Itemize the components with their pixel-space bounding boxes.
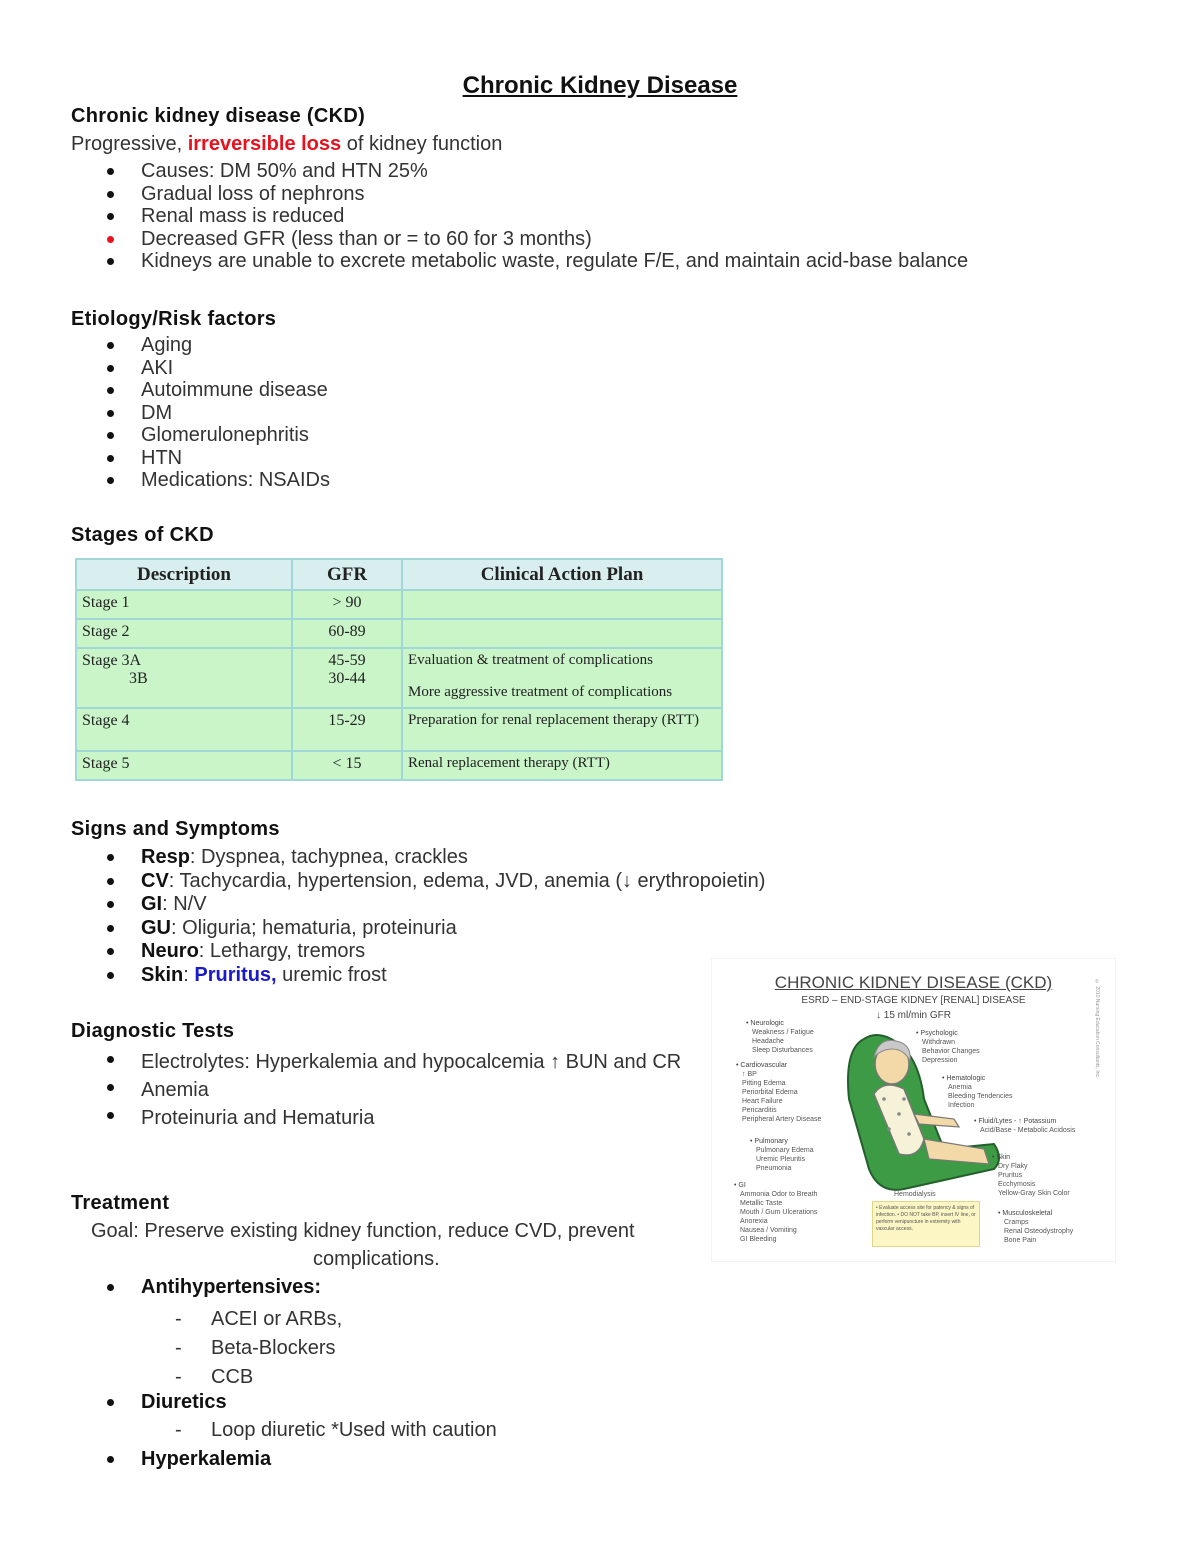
- group-item: Anemia: [948, 1084, 972, 1091]
- psychologic-group: [916, 1029, 980, 1065]
- list-item: DM: [105, 402, 330, 425]
- group-category: • Psychologic: [916, 1030, 958, 1037]
- list-item: Autoimmune disease: [105, 379, 330, 402]
- table-row: [76, 708, 722, 751]
- group-item: Pericarditis: [742, 1107, 777, 1114]
- group-item: Pulmonary Edema: [756, 1147, 814, 1154]
- group-item: Ammonia Odor to Breath: [740, 1191, 818, 1198]
- list-item: [105, 964, 765, 988]
- list-item: [105, 870, 765, 894]
- sign-highlight: Pruritus,: [194, 963, 277, 986]
- list-item: Electrolytes: Hyperkalemia and hypocalcemia ↑ BUN and CR: [105, 1048, 705, 1076]
- group-category: • Cardiovascular: [736, 1062, 788, 1069]
- ckd-definition: [71, 133, 502, 156]
- list-item: Gradual loss of nephrons: [105, 183, 968, 206]
- table-cell: Stage 2: [76, 619, 292, 648]
- list-item: [105, 1448, 271, 1471]
- list-item: - CCB: [175, 1363, 342, 1392]
- sign-text: : Tachycardia, hypertension, edema, JVD, anemia (↓ erythropoietin): [168, 869, 766, 892]
- ckd-heading: Chronic kidney disease (CKD): [71, 105, 366, 127]
- list-item: Anemia: [105, 1076, 705, 1104]
- sign-label: Neuro: [141, 940, 199, 962]
- plan-text: More aggressive treatment of complications: [408, 684, 673, 700]
- list-item: Aging: [105, 334, 330, 357]
- ckd-def-post: of kidney function: [341, 133, 503, 155]
- table-row: [76, 590, 722, 619]
- cardiovascular-group: [736, 1061, 821, 1124]
- etiology-heading: Etiology/Risk factors: [71, 308, 277, 330]
- treatment-category: Antihypertensives:: [141, 1276, 322, 1298]
- list-item: [105, 846, 765, 870]
- group-item: Pneumonia: [756, 1165, 792, 1172]
- group-category: • Skin: [992, 1154, 1011, 1161]
- list-item: Medications: NSAIDs: [105, 469, 330, 492]
- group-item: ↑ BP: [742, 1071, 757, 1078]
- group-item: Pruritus: [998, 1172, 1023, 1179]
- ckd-illustration: [711, 958, 1116, 1262]
- ckd-bullets: [105, 160, 968, 273]
- group-item: Depression: [922, 1057, 958, 1064]
- group-item: Uremic Pleuritis: [756, 1156, 806, 1163]
- list-item: Decreased GFR (less than or = to 60 for 3 months): [105, 228, 968, 251]
- group-item: Yellow-Gray Skin Color: [998, 1190, 1070, 1197]
- group-category: • Musculoskeletal: [998, 1210, 1053, 1217]
- skin-group: [992, 1153, 1070, 1198]
- ckd-def-pre: Progressive,: [71, 133, 188, 155]
- group-item: Acid/Base - Metabolic Acidosis: [980, 1127, 1076, 1134]
- group-item: Nausea / Vomiting: [740, 1227, 797, 1234]
- diagnostic-list: [105, 1048, 705, 1132]
- table-row: [76, 648, 722, 708]
- sign-text: : N/V: [162, 893, 207, 915]
- group-item: Headache: [752, 1038, 784, 1045]
- treatment-goal-cont: complications.: [313, 1248, 440, 1270]
- list-item: [105, 940, 765, 964]
- group-category: • Neurologic: [746, 1020, 784, 1027]
- group-item: Bone Pain: [1004, 1237, 1037, 1244]
- group-category: • Pulmonary: [750, 1138, 788, 1145]
- stage-label: Stage 3A: [82, 652, 142, 669]
- illustration-gfr: ↓ 15 ml/min GFR: [875, 1010, 951, 1021]
- treatment-antihypertensives: [105, 1276, 321, 1299]
- table-cell: Stage 5: [76, 751, 292, 780]
- group-item: Dry Flaky: [998, 1163, 1028, 1170]
- plan-text: Evaluation & treatment of complications: [408, 652, 653, 668]
- hemodialysis-note: • Evaluate access site for patency & signs of infection. • DO NOT take BP, insert IV line, or perform venipuncture in extremity with vascular access.: [872, 1201, 980, 1247]
- column-header: Description: [76, 559, 292, 590]
- group-item: Behavior Changes: [922, 1048, 980, 1055]
- table-cell: 60-89: [292, 619, 402, 648]
- treatment-hyperkalemia: [105, 1448, 271, 1471]
- ckd-def-highlight: irreversible loss: [187, 133, 342, 155]
- list-item: [105, 1276, 321, 1299]
- sign-label: CV: [141, 869, 169, 892]
- treatment-diuretics: [105, 1391, 227, 1414]
- treatment-goal: Goal: Preserve existing kidney function, reduce CVD, prevent: [91, 1220, 635, 1242]
- group-item: Weakness / Fatigue: [752, 1029, 814, 1036]
- table-cell: Stage 4: [76, 708, 292, 751]
- etiology-list: [105, 334, 330, 492]
- list-item: [105, 893, 765, 917]
- group-item: Bleeding Tendencies: [948, 1093, 1013, 1100]
- illustration-subtitle: ESRD – END-STAGE KIDNEY [RENAL] DISEASE: [801, 995, 1026, 1006]
- sign-text: : Lethargy, tremors: [198, 940, 366, 962]
- sign-text: :: [183, 963, 195, 986]
- antihypertensive-sublist: [175, 1305, 342, 1392]
- list-item: - Beta-Blockers: [175, 1334, 342, 1363]
- stage-sublabel: 3B: [129, 670, 148, 687]
- treatment-category: Diuretics: [141, 1391, 227, 1413]
- group-item: Periorbital Edema: [742, 1089, 798, 1096]
- list-item: Proteinuria and Hematuria: [105, 1104, 705, 1132]
- treatment-category: Hyperkalemia: [141, 1448, 272, 1470]
- hematologic-group: [942, 1074, 1012, 1110]
- table-cell: > 90: [292, 590, 402, 619]
- list-item: AKI: [105, 357, 330, 380]
- list-item: Kidneys are unable to excrete metabolic waste, regulate F/E, and maintain acid-base balance: [105, 250, 968, 273]
- sign-text: uremic frost: [276, 963, 387, 986]
- stages-heading: Stages of CKD: [71, 524, 214, 546]
- table-cell: Stage 1: [76, 590, 292, 619]
- column-header: Clinical Action Plan: [402, 559, 722, 590]
- signs-list: [105, 846, 765, 987]
- group-item: Metallic Taste: [740, 1200, 783, 1207]
- group-item: GI Bleeding: [740, 1236, 777, 1243]
- list-item: [105, 917, 765, 941]
- group-category: • Hematologic: [942, 1075, 986, 1082]
- group-category: • Fluid/Lytes - ↑ Potassium: [974, 1118, 1057, 1125]
- sign-label: GI: [141, 893, 163, 915]
- diagnostic-heading: Diagnostic Tests: [71, 1020, 235, 1042]
- sign-text: : Dyspnea, tachypnea, crackles: [189, 846, 468, 868]
- group-item: Renal Osteodystrophy: [1004, 1228, 1074, 1235]
- sign-label: Skin: [141, 963, 184, 986]
- page-title: Chronic Kidney Disease: [462, 72, 738, 99]
- table-header-row: [76, 559, 722, 590]
- list-item: Causes: DM 50% and HTN 25%: [105, 160, 968, 183]
- table-row: [76, 619, 722, 648]
- illustration-title: CHRONIC KIDNEY DISEASE (CKD): [774, 973, 1053, 992]
- column-header: GFR: [292, 559, 402, 590]
- group-item: Ecchymosis: [998, 1181, 1036, 1188]
- gfr-value: 45-59: [328, 652, 366, 669]
- table-cell: Renal replacement therapy (RTT): [402, 751, 722, 780]
- group-item: Mouth / Gum Ulcerations: [740, 1209, 818, 1216]
- group-item: Withdrawn: [922, 1039, 956, 1046]
- fluid-lytes-group: [974, 1117, 1075, 1135]
- list-item: [105, 1391, 227, 1414]
- sign-label: GU: [141, 916, 171, 939]
- musculoskeletal-group: [998, 1209, 1073, 1245]
- treatment-heading: Treatment: [71, 1192, 170, 1214]
- group-item: Pitting Edema: [742, 1080, 786, 1087]
- signs-heading: Signs and Symptoms: [71, 818, 280, 840]
- table-cell: [402, 648, 722, 708]
- table-cell: [402, 590, 722, 619]
- list-item: Glomerulonephritis: [105, 424, 330, 447]
- table-cell: < 15: [292, 751, 402, 780]
- group-item: Heart Failure: [742, 1098, 783, 1105]
- diuretic-sublist: [175, 1419, 497, 1442]
- stages-table: [75, 558, 723, 781]
- group-item: Infection: [948, 1102, 975, 1109]
- group-category: • GI: [734, 1182, 746, 1189]
- table-cell: [76, 648, 292, 708]
- list-item: Renal mass is reduced: [105, 205, 968, 228]
- group-item: Sleep Disturbances: [752, 1047, 813, 1054]
- list-item: - Loop diuretic *Used with caution: [175, 1419, 497, 1442]
- hemodialysis-label: Hemodialysis: [894, 1191, 936, 1198]
- illustration-copyright: © 2010 Nursing Education Consultants, Inc.: [1094, 979, 1100, 1079]
- gfr-value: 30-44: [328, 670, 366, 687]
- group-item: Cramps: [1004, 1219, 1029, 1226]
- list-item: HTN: [105, 447, 330, 470]
- gi-group: [734, 1181, 817, 1244]
- table-cell: 15-29: [292, 708, 402, 751]
- sign-text: : Oliguria; hematuria, proteinuria: [171, 916, 457, 939]
- group-item: Anorexia: [740, 1218, 768, 1225]
- table-cell: [292, 648, 402, 708]
- sign-label: Resp: [141, 846, 190, 868]
- table-cell: Preparation for renal replacement therapy (RTT): [402, 708, 722, 751]
- pulmonary-group: [750, 1137, 814, 1173]
- list-item: - ACEI or ARBs,: [175, 1305, 342, 1334]
- table-cell: [402, 619, 722, 648]
- group-item: Peripheral Artery Disease: [742, 1116, 822, 1123]
- table-row: [76, 751, 722, 780]
- neurologic-group: [746, 1019, 814, 1055]
